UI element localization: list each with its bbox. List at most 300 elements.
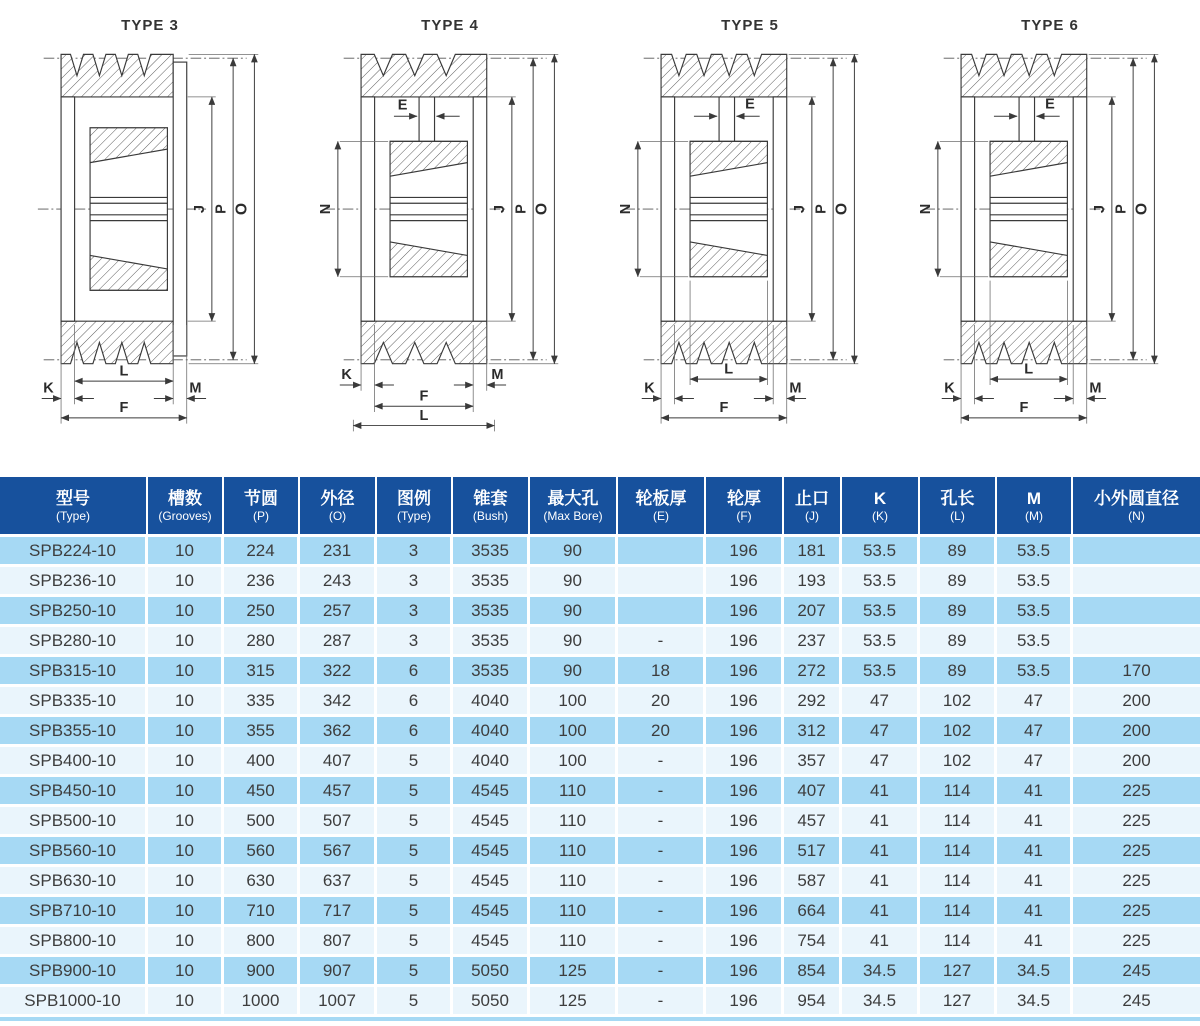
cell-k: 41 xyxy=(842,777,920,807)
cell-k: 41 xyxy=(842,927,920,957)
cell-m: 47 xyxy=(997,747,1073,777)
table-row xyxy=(0,777,1200,807)
cell-grooves: 10 xyxy=(148,537,224,567)
svg-text:N: N xyxy=(318,203,335,215)
pulley-drawing-slot-type-6 xyxy=(905,38,1195,440)
cell-j: 312 xyxy=(784,717,842,747)
cell-model: SPB250-10 xyxy=(0,597,148,627)
column-header-outer: 外径 (O) xyxy=(300,477,377,537)
cell-bush: 4040 xyxy=(453,717,530,747)
cell-j: 181 xyxy=(784,537,842,567)
pulley-diagram-type-5 xyxy=(602,14,898,440)
column-header-l: 孔长 (L) xyxy=(920,477,997,537)
cell-f: 196 xyxy=(706,627,784,657)
column-header-j: 止口 (J) xyxy=(784,477,842,537)
cell-l: 114 xyxy=(920,897,997,927)
cell-maxbore: 100 xyxy=(530,717,618,747)
cell-outer: 457 xyxy=(300,777,377,807)
table-row xyxy=(0,987,1200,1017)
svg-text:M: M xyxy=(189,380,202,397)
pulley-drawing-type-4 xyxy=(305,38,595,440)
cell-e: 20 xyxy=(618,687,706,717)
cell-j: 292 xyxy=(784,687,842,717)
cell-bush: 3535 xyxy=(453,537,530,567)
cell-outer: 287 xyxy=(300,627,377,657)
column-header-pitch: 节圆 (P) xyxy=(224,477,300,537)
column-header-n: 小外圆直径 (N) xyxy=(1073,477,1200,537)
cell-grooves: 10 xyxy=(148,807,224,837)
cell-pitch: 315 xyxy=(224,657,300,687)
cell-f: 196 xyxy=(706,747,784,777)
cell-grooves: 10 xyxy=(148,717,224,747)
cell-e: - xyxy=(618,957,706,987)
cell-n: 225 xyxy=(1073,777,1200,807)
cell-e xyxy=(618,597,706,627)
cell-e: - xyxy=(618,807,706,837)
cell-figure: 5 xyxy=(377,927,453,957)
cell-outer: 807 xyxy=(300,927,377,957)
cell-n: 170 xyxy=(1073,657,1200,687)
cell-grooves: 10 xyxy=(148,837,224,867)
table-row xyxy=(0,687,1200,717)
cell-l: 89 xyxy=(920,627,997,657)
cell-j: 407 xyxy=(784,777,842,807)
cell-maxbore: 90 xyxy=(530,597,618,627)
cell-pitch: 250 xyxy=(224,597,300,627)
cell-bush: 3535 xyxy=(453,627,530,657)
cell-bush: 4545 xyxy=(453,897,530,927)
svg-text:E: E xyxy=(1045,96,1055,113)
cell-figure: 5 xyxy=(377,747,453,777)
cell-l: 114 xyxy=(920,837,997,867)
cell-pitch: 800 xyxy=(224,927,300,957)
svg-text:K: K xyxy=(944,380,955,397)
cell-pitch: 1000 xyxy=(224,987,300,1017)
svg-text:E: E xyxy=(745,96,755,113)
cell-figure: 6 xyxy=(377,657,453,687)
cell-maxbore: 110 xyxy=(530,777,618,807)
cell-bush: 4545 xyxy=(453,807,530,837)
cell-m: 41 xyxy=(997,837,1073,867)
svg-text:P: P xyxy=(1113,204,1130,214)
cell-outer: 257 xyxy=(300,597,377,627)
svg-text:J: J xyxy=(792,204,809,214)
cell-model: SPB315-10 xyxy=(0,657,148,687)
diagram-title-type-6: TYPE 6 xyxy=(1021,17,1079,34)
cell-m: 53.5 xyxy=(997,627,1073,657)
cell-f: 196 xyxy=(706,927,784,957)
cell-maxbore: 100 xyxy=(530,687,618,717)
cell-j: 754 xyxy=(784,927,842,957)
cell-grooves: 10 xyxy=(148,567,224,597)
cell-e: 18 xyxy=(618,657,706,687)
cell-bush: 3535 xyxy=(453,657,530,687)
cell-model: SPB400-10 xyxy=(0,747,148,777)
cell-f: 196 xyxy=(706,987,784,1017)
cell-m: 53.5 xyxy=(997,597,1073,627)
cell-grooves: 10 xyxy=(148,777,224,807)
cell-bush: 4040 xyxy=(453,687,530,717)
table-row xyxy=(0,957,1200,987)
table-row xyxy=(0,567,1200,597)
table-row xyxy=(0,747,1200,777)
cell-l: 127 xyxy=(920,957,997,987)
cell-figure: 3 xyxy=(377,597,453,627)
cell-j: 517 xyxy=(784,837,842,867)
cell-n: 245 xyxy=(1073,957,1200,987)
cell-m: 47 xyxy=(997,687,1073,717)
diagram-title-type-5: TYPE 5 xyxy=(721,17,779,34)
diagram-title-type-3: TYPE 3 xyxy=(121,17,179,34)
cell-l: 89 xyxy=(920,567,997,597)
pulley-drawing-slot-type-3 xyxy=(5,38,295,440)
cell-grooves: 10 xyxy=(148,897,224,927)
svg-text:K: K xyxy=(644,380,655,397)
pulley-diagram-type-4 xyxy=(302,14,598,440)
pulley-diagram-type-6 xyxy=(902,14,1198,440)
cell-e: - xyxy=(618,867,706,897)
cell-model: SPB224-10 xyxy=(0,537,148,567)
column-header-bush: 锥套 (Bush) xyxy=(453,477,530,537)
cell-e: - xyxy=(618,777,706,807)
cell-k: 41 xyxy=(842,807,920,837)
cell-outer: 407 xyxy=(300,747,377,777)
column-header-e: 轮板厚 (E) xyxy=(618,477,706,537)
svg-text:M: M xyxy=(491,367,504,384)
cell-model: SPB335-10 xyxy=(0,687,148,717)
cell-pitch: 236 xyxy=(224,567,300,597)
cell-k: 53.5 xyxy=(842,627,920,657)
pulley-drawing-slot-type-5 xyxy=(605,38,895,440)
svg-text:L: L xyxy=(1024,361,1034,378)
cell-m: 53.5 xyxy=(997,537,1073,567)
svg-text:K: K xyxy=(341,367,352,384)
cell-l: 114 xyxy=(920,927,997,957)
svg-text:F: F xyxy=(419,388,429,405)
cell-n: 225 xyxy=(1073,807,1200,837)
cell-grooves: 10 xyxy=(148,927,224,957)
cell-outer: 637 xyxy=(300,867,377,897)
cell-model: SPB355-10 xyxy=(0,717,148,747)
spec-table-body xyxy=(0,537,1200,1017)
cell-n: 225 xyxy=(1073,927,1200,957)
cell-pitch: 500 xyxy=(224,807,300,837)
cell-f: 196 xyxy=(706,777,784,807)
cell-l: 127 xyxy=(920,987,997,1017)
cell-model: SPB630-10 xyxy=(0,867,148,897)
cell-m: 41 xyxy=(997,867,1073,897)
cell-pitch: 355 xyxy=(224,717,300,747)
cell-f: 196 xyxy=(706,567,784,597)
cell-grooves: 10 xyxy=(148,747,224,777)
cell-pitch: 900 xyxy=(224,957,300,987)
cell-k: 41 xyxy=(842,837,920,867)
table-row xyxy=(0,897,1200,927)
cell-maxbore: 110 xyxy=(530,867,618,897)
svg-text:K: K xyxy=(43,380,54,397)
cell-k: 53.5 xyxy=(842,597,920,627)
column-header-k: K (K) xyxy=(842,477,920,537)
cell-outer: 322 xyxy=(300,657,377,687)
table-row xyxy=(0,927,1200,957)
cell-figure: 5 xyxy=(377,897,453,927)
cell-e xyxy=(618,537,706,567)
cell-outer: 243 xyxy=(300,567,377,597)
cell-figure: 5 xyxy=(377,777,453,807)
cell-f: 196 xyxy=(706,897,784,927)
pulley-drawing-slot-type-4 xyxy=(305,38,595,440)
svg-text:N: N xyxy=(918,203,935,215)
cell-m: 41 xyxy=(997,777,1073,807)
cell-m: 41 xyxy=(997,927,1073,957)
cell-pitch: 710 xyxy=(224,897,300,927)
cell-maxbore: 90 xyxy=(530,627,618,657)
cell-maxbore: 90 xyxy=(530,657,618,687)
cell-bush: 3535 xyxy=(453,597,530,627)
cell-maxbore: 110 xyxy=(530,807,618,837)
cell-f: 196 xyxy=(706,597,784,627)
svg-text:O: O xyxy=(833,203,851,216)
table-row xyxy=(0,807,1200,837)
cell-m: 34.5 xyxy=(997,957,1073,987)
cell-e: 20 xyxy=(618,717,706,747)
cell-pitch: 280 xyxy=(224,627,300,657)
header-row xyxy=(0,477,1200,537)
cell-f: 196 xyxy=(706,807,784,837)
cell-k: 53.5 xyxy=(842,567,920,597)
cell-model: SPB280-10 xyxy=(0,627,148,657)
cell-figure: 3 xyxy=(377,567,453,597)
cell-e: - xyxy=(618,627,706,657)
cell-k: 34.5 xyxy=(842,987,920,1017)
cell-model: SPB900-10 xyxy=(0,957,148,987)
cell-n: 225 xyxy=(1073,867,1200,897)
cell-j: 207 xyxy=(784,597,842,627)
svg-text:P: P xyxy=(513,204,530,214)
pulley-diagram-type-3 xyxy=(2,14,298,440)
cell-l: 89 xyxy=(920,657,997,687)
svg-text:F: F xyxy=(119,400,129,417)
cell-maxbore: 110 xyxy=(530,897,618,927)
svg-text:L: L xyxy=(724,361,734,378)
cell-k: 47 xyxy=(842,717,920,747)
cell-outer: 567 xyxy=(300,837,377,867)
cell-model: SPB236-10 xyxy=(0,567,148,597)
cell-l: 89 xyxy=(920,537,997,567)
cell-model: SPB710-10 xyxy=(0,897,148,927)
cell-grooves: 10 xyxy=(148,597,224,627)
cell-model: SPB1000-10 xyxy=(0,987,148,1017)
table-row xyxy=(0,627,1200,657)
cell-e: - xyxy=(618,747,706,777)
column-header-f: 轮厚 (F) xyxy=(706,477,784,537)
cell-figure: 5 xyxy=(377,957,453,987)
cell-bush: 5050 xyxy=(453,957,530,987)
cell-pitch: 224 xyxy=(224,537,300,567)
cell-outer: 907 xyxy=(300,957,377,987)
cell-j: 357 xyxy=(784,747,842,777)
cell-f: 196 xyxy=(706,657,784,687)
cell-j: 193 xyxy=(784,567,842,597)
cell-m: 53.5 xyxy=(997,657,1073,687)
column-header-model: 型号 (Type) xyxy=(0,477,148,537)
cell-e: - xyxy=(618,837,706,867)
svg-text:M: M xyxy=(1089,380,1102,397)
cell-l: 114 xyxy=(920,777,997,807)
cell-m: 34.5 xyxy=(997,987,1073,1017)
cell-grooves: 10 xyxy=(148,987,224,1017)
cell-n: 200 xyxy=(1073,687,1200,717)
cell-f: 196 xyxy=(706,717,784,747)
cell-pitch: 400 xyxy=(224,747,300,777)
svg-text:O: O xyxy=(233,203,251,216)
cell-m: 41 xyxy=(997,807,1073,837)
bottom-accent-strip xyxy=(0,1017,1200,1021)
cell-maxbore: 90 xyxy=(530,567,618,597)
cell-k: 47 xyxy=(842,747,920,777)
cell-e: - xyxy=(618,897,706,927)
cell-figure: 5 xyxy=(377,837,453,867)
cell-pitch: 630 xyxy=(224,867,300,897)
svg-text:L: L xyxy=(419,407,429,424)
cell-n: 200 xyxy=(1073,717,1200,747)
pulley-diagrams-section xyxy=(0,0,1200,477)
cell-j: 954 xyxy=(784,987,842,1017)
cell-n: 225 xyxy=(1073,837,1200,867)
cell-figure: 5 xyxy=(377,867,453,897)
cell-figure: 3 xyxy=(377,537,453,567)
cell-figure: 5 xyxy=(377,987,453,1017)
cell-bush: 4545 xyxy=(453,777,530,807)
cell-pitch: 450 xyxy=(224,777,300,807)
cell-j: 457 xyxy=(784,807,842,837)
svg-text:F: F xyxy=(1019,400,1029,417)
svg-text:M: M xyxy=(789,380,802,397)
svg-text:L: L xyxy=(119,363,129,380)
cell-pitch: 560 xyxy=(224,837,300,867)
svg-text:F: F xyxy=(719,400,729,417)
cell-n: 245 xyxy=(1073,987,1200,1017)
cell-grooves: 10 xyxy=(148,957,224,987)
cell-f: 196 xyxy=(706,957,784,987)
cell-model: SPB500-10 xyxy=(0,807,148,837)
svg-text:P: P xyxy=(813,204,830,214)
cell-maxbore: 125 xyxy=(530,957,618,987)
cell-grooves: 10 xyxy=(148,627,224,657)
cell-outer: 507 xyxy=(300,807,377,837)
cell-k: 41 xyxy=(842,867,920,897)
cell-maxbore: 90 xyxy=(530,537,618,567)
cell-e: - xyxy=(618,927,706,957)
cell-f: 196 xyxy=(706,537,784,567)
table-row xyxy=(0,537,1200,567)
spec-table xyxy=(0,477,1200,1017)
cell-n xyxy=(1073,627,1200,657)
cell-k: 47 xyxy=(842,687,920,717)
svg-text:O: O xyxy=(533,203,551,216)
svg-text:J: J xyxy=(1092,204,1109,214)
cell-grooves: 10 xyxy=(148,867,224,897)
column-header-maxbore: 最大孔 (Max Bore) xyxy=(530,477,618,537)
cell-m: 41 xyxy=(997,897,1073,927)
cell-model: SPB800-10 xyxy=(0,927,148,957)
cell-l: 114 xyxy=(920,807,997,837)
cell-e: - xyxy=(618,987,706,1017)
pulley-drawing-type-3 xyxy=(5,38,295,440)
cell-maxbore: 100 xyxy=(530,747,618,777)
cell-l: 102 xyxy=(920,717,997,747)
table-row xyxy=(0,717,1200,747)
cell-maxbore: 110 xyxy=(530,927,618,957)
cell-model: SPB450-10 xyxy=(0,777,148,807)
cell-bush: 4040 xyxy=(453,747,530,777)
cell-figure: 5 xyxy=(377,807,453,837)
cell-j: 664 xyxy=(784,897,842,927)
cell-l: 102 xyxy=(920,747,997,777)
spec-table-head xyxy=(0,477,1200,537)
cell-n: 225 xyxy=(1073,897,1200,927)
cell-k: 53.5 xyxy=(842,537,920,567)
cell-outer: 231 xyxy=(300,537,377,567)
svg-text:O: O xyxy=(1133,203,1151,216)
cell-outer: 342 xyxy=(300,687,377,717)
cell-k: 53.5 xyxy=(842,657,920,687)
cell-m: 53.5 xyxy=(997,567,1073,597)
cell-outer: 362 xyxy=(300,717,377,747)
cell-k: 34.5 xyxy=(842,957,920,987)
cell-grooves: 10 xyxy=(148,687,224,717)
cell-l: 114 xyxy=(920,867,997,897)
cell-outer: 1007 xyxy=(300,987,377,1017)
cell-figure: 3 xyxy=(377,627,453,657)
table-row xyxy=(0,597,1200,627)
cell-outer: 717 xyxy=(300,897,377,927)
cell-bush: 3535 xyxy=(453,567,530,597)
table-row xyxy=(0,837,1200,867)
svg-text:P: P xyxy=(213,204,230,214)
table-row xyxy=(0,867,1200,897)
cell-grooves: 10 xyxy=(148,657,224,687)
cell-bush: 4545 xyxy=(453,927,530,957)
cell-f: 196 xyxy=(706,837,784,867)
column-header-grooves: 槽数 (Grooves) xyxy=(148,477,224,537)
cell-j: 854 xyxy=(784,957,842,987)
cell-maxbore: 110 xyxy=(530,837,618,867)
cell-j: 272 xyxy=(784,657,842,687)
column-header-figure: 图例 (Type) xyxy=(377,477,453,537)
cell-n xyxy=(1073,567,1200,597)
cell-m: 47 xyxy=(997,717,1073,747)
cell-e xyxy=(618,567,706,597)
cell-bush: 4545 xyxy=(453,837,530,867)
svg-text:J: J xyxy=(492,204,509,214)
cell-n: 200 xyxy=(1073,747,1200,777)
cell-l: 102 xyxy=(920,687,997,717)
cell-bush: 5050 xyxy=(453,987,530,1017)
cell-j: 587 xyxy=(784,867,842,897)
cell-n xyxy=(1073,597,1200,627)
table-row xyxy=(0,657,1200,687)
cell-bush: 4545 xyxy=(453,867,530,897)
pulley-drawing-type-5 xyxy=(605,38,895,440)
cell-f: 196 xyxy=(706,687,784,717)
svg-text:J: J xyxy=(192,204,209,214)
cell-figure: 6 xyxy=(377,717,453,747)
svg-text:E: E xyxy=(397,97,408,114)
cell-k: 41 xyxy=(842,897,920,927)
diagram-title-type-4: TYPE 4 xyxy=(421,17,479,34)
cell-pitch: 335 xyxy=(224,687,300,717)
